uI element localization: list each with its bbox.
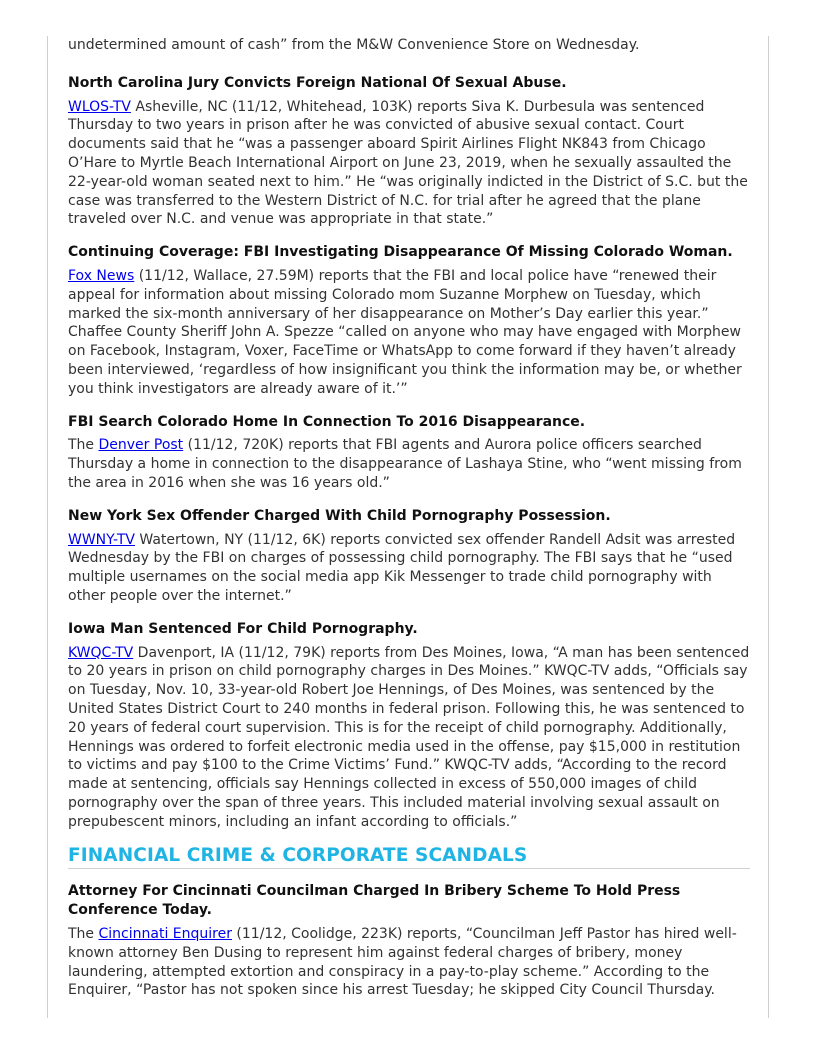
source-link-fox-news[interactable]: Fox News	[68, 267, 135, 284]
article-text: Asheville, NC (11/12, Whitehead, 103K) reports Siva K. Durbesula was sentenced Thursday to two years in prison after he was convicted of abusive sexual contact. Court documents said that he “was a passenger aboard Spirit Airlines Flight NK843 from Chicago O’Hare to Myrtle Beach International Airport on June 23, 2019, when he sexually assaulted the 22-year-old woman seated next to him.” He “was originally indicted in the District of S.C. but the case was transferred to the Western District of N.C. for trial after he agreed that the plane traveled over N.C. and venue was appropriate in that state.”	[68, 98, 748, 228]
article-wwny	[68, 507, 750, 606]
article-body	[68, 436, 750, 492]
article-title: FBI Search Colorado Home In Connection To 2016 Disappearance.	[68, 413, 586, 430]
article-fox-news	[68, 243, 750, 398]
article-body	[68, 925, 750, 1000]
article-title: North Carolina Jury Convicts Foreign National Of Sexual Abuse.	[68, 74, 567, 91]
article-body	[68, 98, 750, 230]
right-margin-rule	[768, 36, 769, 1018]
source-link-cincinnati-enquirer[interactable]: Cincinnati Enquirer	[98, 926, 232, 943]
left-margin-rule	[47, 36, 48, 1018]
article-prefix: The	[68, 437, 99, 454]
article-body	[68, 531, 750, 606]
article-text: (11/12, Coolidge, 223K) reports, “Councilman Jeff Pastor has hired well-known attorney Ben Dusing to represent him against federal charges of bribery, money laundering, attempted extortion and conspiracy in a pay-to-play scheme.” According to the Enquirer, “Pastor has not spoken since his arrest Tuesday; he skipped City Council Thursday.	[68, 926, 737, 999]
article-text: Davenport, IA (11/12, 79K) reports from Des Moines, Iowa, “A man has been sentenced to 20 years in prison on child pornography charges in Des Moines.” KWQC-TV adds, “Officials say on Tuesday, Nov. 10, 33-year-old Robert Joe Hennings, of Des Moines, was sentenced by the United States District Court to 240 months in federal prison. Following this, he was sentenced to 20 years of federal court supervision. This is for the receipt of child pornography. Additionally, Hennings was ordered to forfeit electronic media used in the offense, pay $15,000 in restitution to victims and pay $100 to the Crime Victims’ Fund.” KWQC-TV adds, “According to the record made at sentencing, officials say Hennings collected in excess of 550,000 images of child pornography over the span of three years. This included material involving sexual assault on prepubescent minors, including an infant according to officials.”	[68, 644, 750, 830]
article-denver-post	[68, 413, 750, 493]
article-kwqc	[68, 620, 750, 832]
source-link-kwqc-tv[interactable]: KWQC-TV	[68, 644, 134, 661]
source-link-wlos-tv[interactable]: WLOS-TV	[68, 98, 131, 115]
source-link-wwny-tv[interactable]: WWNY-TV	[68, 531, 135, 548]
article-prefix: The	[68, 926, 99, 943]
continued-paragraph: undetermined amount of cash” from the M&W Convenience Store on Wednesday.	[68, 37, 640, 53]
article-title: Continuing Coverage: FBI Investigating Disappearance Of Missing Colorado Woman.	[68, 244, 733, 261]
newsletter-page	[68, 36, 750, 1014]
article-body	[68, 644, 750, 832]
article-text: Watertown, NY (11/12, 6K) reports convicted sex offender Randell Adsit was arrested Wednesday by the FBI on charges of possessing child pornography. The FBI says that he “used multiple usernames on the social media app Kik Messenger to trade child pornography with other people over the internet.”	[68, 531, 736, 604]
article-text: (11/12, 720K) reports that FBI agents and Aurora police officers searched Thursday a home in connection to the disappearance of Lashaya Stine, who “went missing from the area in 2016 when she was 16 years old.”	[68, 437, 742, 491]
source-link-denver-post[interactable]: Denver Post	[98, 437, 184, 454]
article-body	[68, 267, 750, 399]
article-text: (11/12, Wallace, 27.59M) reports that the FBI and local police have “renewed their appeal for information about missing Colorado mom Suzanne Morphew on Tuesday, which marked the six-month anniversary of her disappearance on Mother’s Day earlier this year.” Chaffee County Sheriff John A. Spezze “called on anyone who may have engaged with Morphew on Facebook, Instagram, Voxer, FaceTime or WhatsApp to come forward if they haven’t already been interviewed, ‘regardless of how insignificant you think the information may be, or whether you think investigators are already aware of it.’”	[68, 267, 742, 397]
article-cincinnati-enquirer	[68, 882, 750, 1000]
section-heading-financial-crime: FINANCIAL CRIME & CORPORATE SCANDALS	[68, 845, 750, 869]
article-wlos	[68, 74, 750, 229]
article-title: Attorney For Cincinnati Councilman Charged In Bribery Scheme To Hold Press Conference Today.	[68, 883, 681, 919]
article-title: Iowa Man Sentenced For Child Pornography.	[68, 620, 418, 637]
article-title: New York Sex Offender Charged With Child Pornography Possession.	[68, 507, 611, 524]
